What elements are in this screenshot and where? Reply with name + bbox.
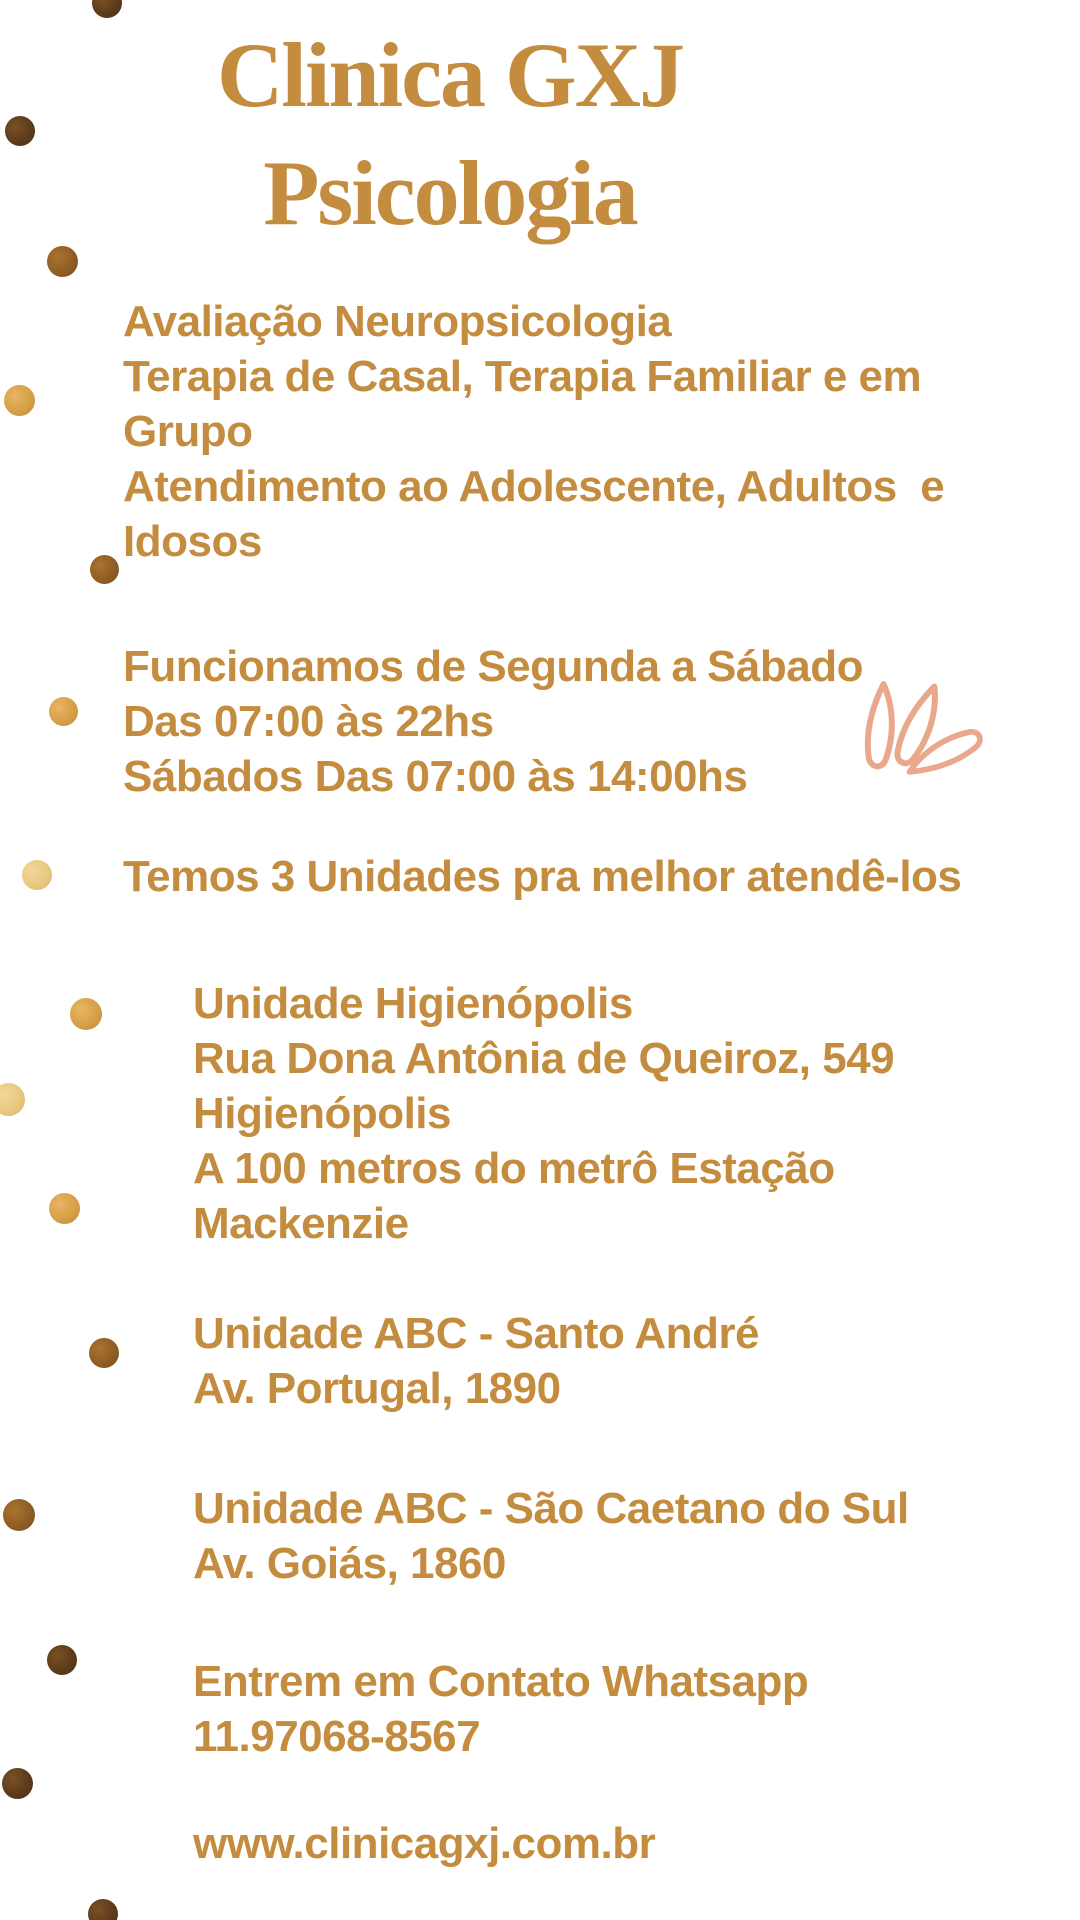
foil-dot xyxy=(2,1768,33,1799)
unit-address-line: Rua Dona Antônia de Queiroz, 549 xyxy=(193,1034,895,1083)
website-text: www.clinicagxj.com.br xyxy=(193,1819,656,1868)
unit-address-line: Mackenzie xyxy=(193,1199,409,1248)
clinic-title-line2: Psicologia xyxy=(263,142,637,244)
unit-address-line: Higienópolis xyxy=(193,1089,451,1138)
service-line: Terapia de Casal, Terapia Familiar e em xyxy=(123,352,922,401)
foil-dot xyxy=(49,1193,80,1224)
services-list xyxy=(123,294,944,569)
foil-dot xyxy=(4,385,35,416)
hours-line: Sábados Das 07:00 às 14:00hs xyxy=(123,752,748,801)
contact-label: Entrem em Contato Whatsapp xyxy=(193,1657,809,1706)
unit-higienopolis xyxy=(193,976,894,1251)
petals-icon xyxy=(852,674,992,806)
service-line: Grupo xyxy=(123,407,253,456)
service-line: Atendimento ao Adolescente, Adultos e xyxy=(123,462,945,511)
unit-name: Unidade ABC - Santo André xyxy=(193,1309,760,1358)
foil-dot xyxy=(5,116,35,146)
unit-name: Unidade ABC - São Caetano do Sul xyxy=(193,1484,909,1533)
foil-dot xyxy=(90,555,119,584)
contact-phone: 11.97068-8567 xyxy=(193,1712,481,1761)
clinic-title-line1: Clinica GXJ xyxy=(216,24,684,126)
foil-dot xyxy=(70,998,102,1030)
foil-dot xyxy=(89,1338,119,1368)
units-intro-text: Temos 3 Unidades pra melhor atendê-los xyxy=(123,852,962,901)
unit-address-line: Av. Portugal, 1890 xyxy=(193,1364,561,1413)
foil-dot xyxy=(22,860,52,890)
foil-dot xyxy=(3,1499,35,1531)
opening-hours xyxy=(123,639,863,804)
website-url xyxy=(193,1816,655,1871)
whatsapp-contact xyxy=(193,1654,808,1764)
foil-dot xyxy=(47,1645,77,1675)
units-intro xyxy=(123,849,961,904)
hours-line: Das 07:00 às 22hs xyxy=(123,697,494,746)
unit-address-line: Av. Goiás, 1860 xyxy=(193,1539,506,1588)
foil-dot xyxy=(88,1899,118,1920)
unit-abc-sao-caetano xyxy=(193,1481,909,1591)
foil-dot xyxy=(0,1083,25,1116)
unit-name: Unidade Higienópolis xyxy=(193,979,633,1028)
foil-dot xyxy=(49,697,78,726)
clinic-title xyxy=(110,16,790,252)
unit-abc-santo-andre xyxy=(193,1306,759,1416)
unit-address-line: A 100 metros do metrô Estação xyxy=(193,1144,835,1193)
foil-dot xyxy=(47,246,78,277)
service-line: Avaliação Neuropsicologia xyxy=(123,297,672,346)
hours-line: Funcionamos de Segunda a Sábado xyxy=(123,642,863,691)
service-line: Idosos xyxy=(123,517,262,566)
